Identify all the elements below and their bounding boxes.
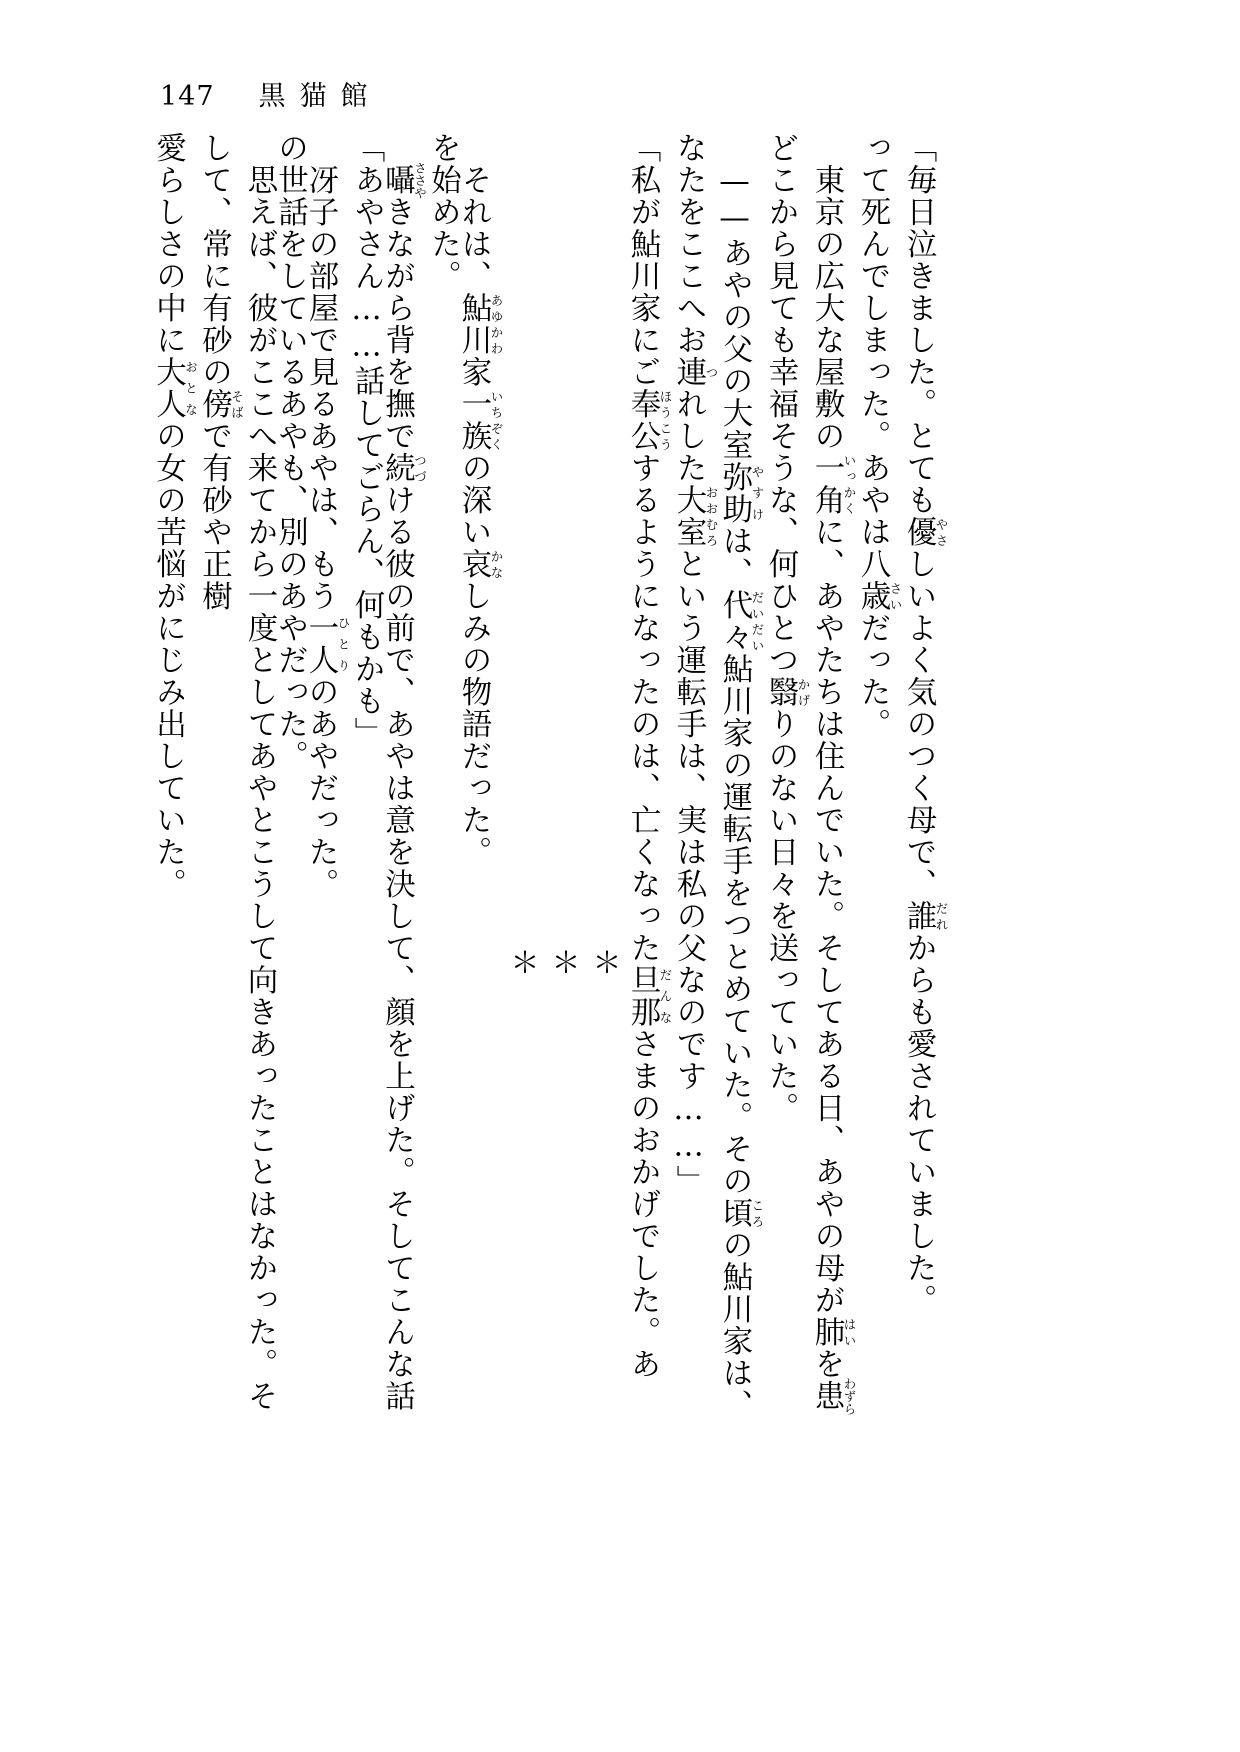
ruby-oomuro: 大室おおむろ [671,484,719,548]
text-column: それは、鮎川あゆかわ家一族いちぞくの深い哀かなしみの物語だった。 [456,132,504,868]
ruby-sasaya: 囁ささや [379,161,428,199]
ruby-kage: 翳かげ [763,676,811,708]
ruby-ichizoku: 一族いちぞく [456,388,504,452]
separator-mark: ＊ [547,946,582,976]
text-column: 「あやさん……話してごらん、何もかも」 [349,132,384,749]
vertical-text-body [152,132,1152,1432]
page-number: 147 [160,81,215,112]
text-column: 「私が鮎川家にご奉公ほうこうするようになったのは、亡くなった旦那だんなさまのおかげでした。あ [625,132,673,1380]
text-column: 「毎日泣きました。とても優やさしいよく気のつく母で、誰だれからも愛されていました。 [901,132,949,1316]
ruby-ikkaku: 一角いっかく [809,452,857,516]
ruby-otona: 大人おとな [150,356,199,420]
ruby-yasuke: 弥助やすけ [717,461,765,525]
text-column: 東京の広大な屋敷の一角いっかくに、あやたちは住んでいた。そしてある日、あやの母が肺はいを患わずら [809,132,857,1415]
ruby-wazura: 患わずら [809,1377,857,1415]
text-column: どこから見ても幸福そうな、何ひとつ翳かげりのない日々を送っていた。 [763,132,811,1124]
text-column: の世話をしているあやも、別のあやだった。 [272,132,308,772]
text-column: 冴子の部屋で見るあやは、もう一人ひとりのあやだった。 [303,132,351,900]
ruby-hai: 肺はい [809,1316,857,1348]
ruby-hitori: 一人ひとり [303,612,351,676]
ruby-houkou: 奉公ほうこう [625,388,673,452]
separator-mark: ＊ [588,946,623,976]
text-column: を始めた。 [425,132,461,292]
text-column: なたをここへお連つれした大室おおむろという運転手は、実は私の父なのです……」 [671,132,719,1197]
ruby-danna: 旦那だんな [625,964,673,1028]
section-separator [504,132,627,1647]
text-column: 思えば、彼がここへ来てから一度としてあやとこうして向きあったことはなかった。そして、常に有砂の傍そばで有砂や正樹 [196,132,277,1412]
text-column: 囁ささやきながら背を撫で続つづける彼の前で、あやは意を決して、顔を上げた。そしてこんな話 [379,161,428,1412]
ruby-dare: 誰だれ [901,900,949,932]
separator-mark: ＊ [506,946,541,976]
ruby-kana: 哀かな [456,548,504,580]
ruby-daidai: 代々だいだい [717,589,765,653]
running-title: 黒猫館 [258,81,382,112]
ruby-soba: 傍そば [196,388,245,420]
text-column: 愛らしさの中に大人おとなの女の苦悩がにじみ出していた。 [150,132,199,900]
ruby-sai: 歳さい [855,580,903,612]
ruby-tsuzu: 続つづ [379,452,428,484]
page-header [160,74,382,113]
text-column: って死んでしまった。あやは八歳さいだった。 [855,132,903,740]
ruby-yasa: 優やさ [901,516,949,548]
ruby-koro: 頃ころ [717,1197,765,1229]
ruby-ayukawa: 鮎川あゆかわ [456,292,504,356]
ruby-tsu: 連つ [671,356,719,388]
text-column: ——あやの父の大室弥助やすけは、代々だいだい鮎川家の運転手をつとめていた。その頃ころの鮎川家は、 [717,132,765,1421]
